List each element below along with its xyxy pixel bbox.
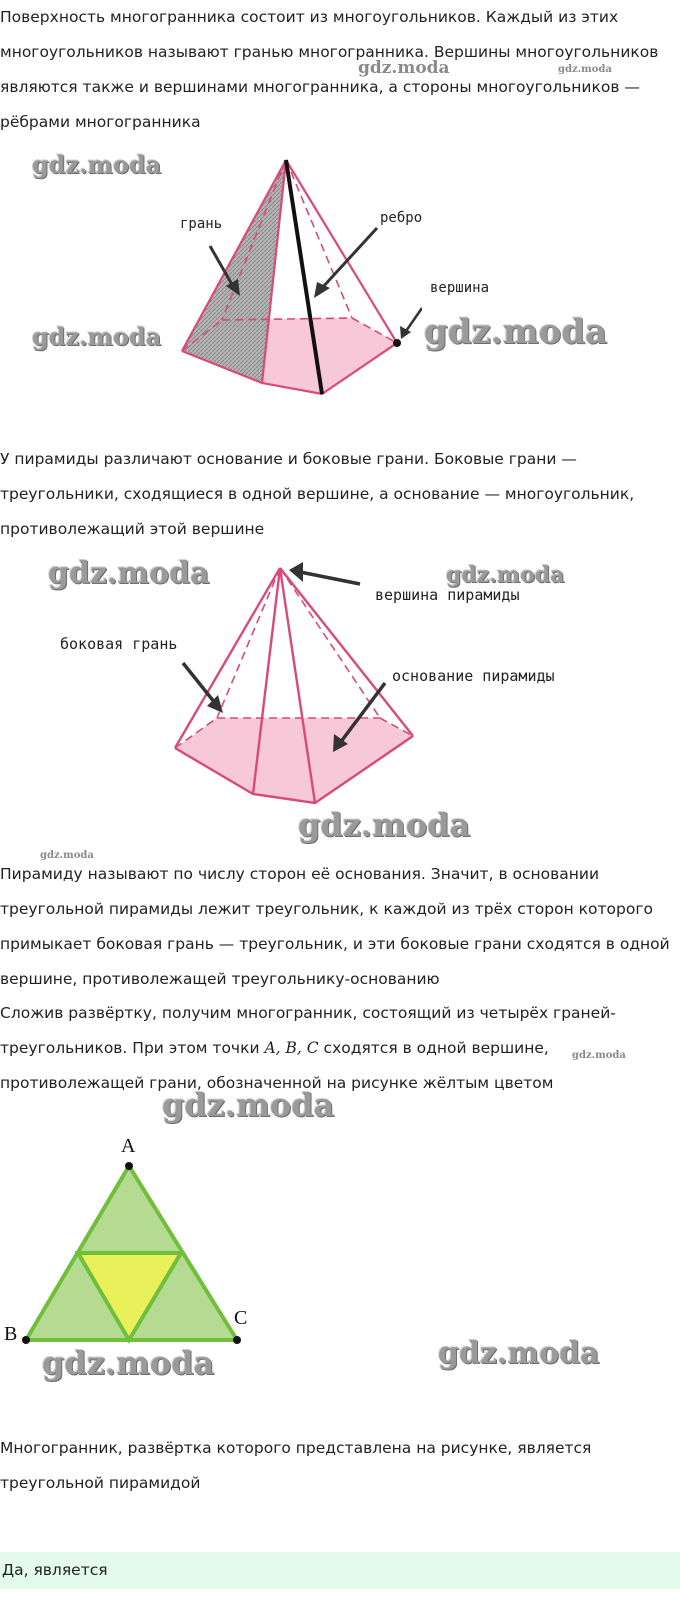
vertex-a-dot [125,1162,133,1170]
label-c: C [234,1307,248,1329]
label-a: A [121,1135,136,1157]
vertex-c-dot [233,1336,241,1344]
paragraph-polyhedron-surface: Поверхность многогранника состоит из многоугольников. Каждый из этих многоугольников называют гранью многогранника. Вершины многоугольников являются также и вершинами многогранника, а стороны многоугольников — рёбрами многогранника [0,8,659,131]
net-text-after: сходятся в одной вершине, противолежащей грани, обозначенной на рисунке жёлтым цветом [0,1039,554,1092]
pyramid-elements-svg [172,148,422,400]
watermark: gdz.moda [438,1336,600,1371]
arrow-side-face [183,663,215,703]
paragraph-triangular-pyramid: Пирамиду называют по числу сторон её основания. Значит, в основании треугольной пирамиды лежит треугольник, к каждой из трёх сторон которого примыкает боковая грань — треугольник, и эти боковые грани сходятся в одной вершине, противолежащей треугольнику-основанию [0,865,670,988]
vertex-b-dot [22,1336,30,1344]
watermark: gdz.moda [48,556,210,591]
watermark: gdz.moda [298,806,471,844]
label-apex: вершина пирамиды [375,586,520,604]
arrow-apex [300,572,360,584]
paragraph-pyramid-parts: У пирамиды различают основание и боковые грани. Боковые грани — треугольники, сходящиеся в одной вершине, а основание — многоугольник, противолежащий этой вершине [0,450,635,538]
paragraph-conclusion: Многогранник, развёртка которого представлена на рисунке, является треугольной пирамидой [0,1439,592,1492]
watermark: gdz.moda [558,64,612,75]
pyramid-net-svg [0,1128,260,1353]
label-b: B [4,1323,18,1345]
points-abc: A, B, C [264,1039,319,1057]
watermark: gdz.moda [32,322,162,351]
watermark: gdz.moda [162,1086,335,1124]
answer-box: Да, является [0,1552,680,1589]
paragraph-net-folding [0,996,676,1101]
watermark: gdz.moda [358,58,450,78]
net-text-before: Сложив развёртку, получим многогранник, состоящий из четырёх граней-треугольников. При этом точки [0,1004,616,1057]
watermark: gdz.moda [42,1344,215,1382]
watermark: gdz.moda [572,1050,626,1061]
vertex-dot [393,339,401,347]
watermark: gdz.moda [424,312,608,352]
label-face: грань [180,216,223,232]
label-vertex: вершина [430,280,490,296]
figure-pyramid-elements [172,148,422,400]
figure-pyramid-net [0,1128,260,1353]
watermark: gdz.moda [446,562,565,588]
arrow-edge [322,228,377,288]
watermark: gdz.moda [32,150,162,179]
label-base: основание пирамиды [392,667,555,685]
label-side-face: боковая грань [60,635,178,653]
watermark: gdz.moda [40,850,94,861]
label-edge: ребро [380,210,423,226]
